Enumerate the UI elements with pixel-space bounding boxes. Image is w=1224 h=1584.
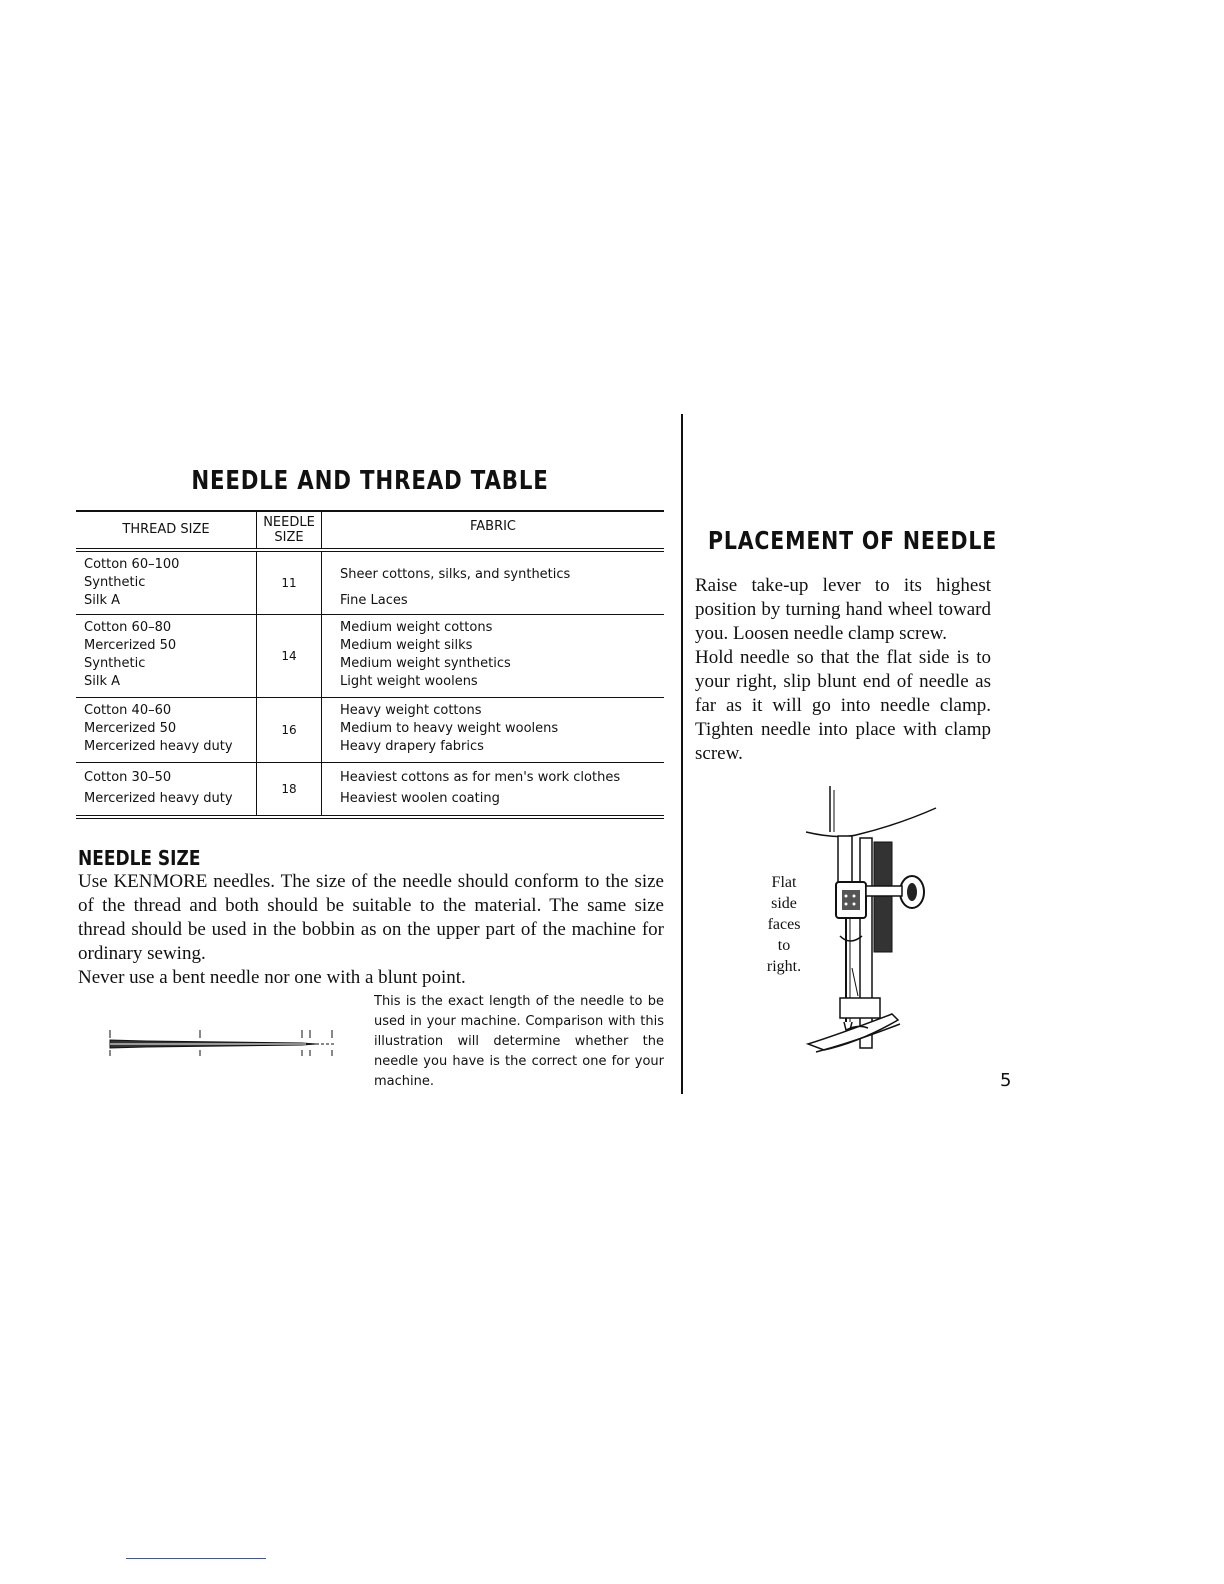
label-line: side xyxy=(771,895,797,912)
needle-illustration xyxy=(106,1026,338,1062)
fabric-cell xyxy=(322,763,664,815)
needle-thread-table-title: NEEDLE AND THREAD TABLE xyxy=(191,466,549,496)
fabric-entry: Medium weight silks xyxy=(340,638,473,653)
fabric-entry: Medium weight cottons xyxy=(340,620,493,635)
footer-rule xyxy=(126,1558,266,1559)
placement-paragraph: Hold needle so that the flat side is to your right, slip blunt end of needle as far as it will go into needle clamp. Tighten needle into place with clamp screw. xyxy=(695,647,991,764)
needle-length-caption: This is the exact length of the needle to be used in your machine. Comparison with this illustration will determine whether the needle you have is the correct one for your machine. xyxy=(374,994,664,1089)
table-row xyxy=(76,698,664,763)
needle-size-heading: NEEDLE SIZE xyxy=(78,846,201,870)
needle-cell: 14 xyxy=(256,615,322,697)
header-fabric: FABRIC xyxy=(469,519,517,534)
fabric-entry: Light weight woolens xyxy=(340,674,478,689)
thread-entry: Mercerized heavy duty xyxy=(84,739,233,754)
fabric-entry: Heaviest cottons as for men's work clothes xyxy=(340,770,621,785)
thread-entry: Silk A xyxy=(84,593,121,608)
label-line: Flat xyxy=(771,874,797,891)
header-thread-size: THREAD SIZE xyxy=(122,522,210,537)
fabric-cell xyxy=(322,698,664,762)
placement-paragraph: Raise take-up lever to its highest position by turning hand wheel toward you. Loosen needle clamp screw. xyxy=(695,575,991,644)
placement-text xyxy=(695,574,991,766)
needle-cell: 16 xyxy=(256,698,322,762)
needle-size-text xyxy=(78,870,664,990)
table-row xyxy=(76,615,664,698)
thread-entry: Synthetic xyxy=(84,575,146,590)
thread-cell xyxy=(76,763,256,815)
needle-size-paragraph: Use KENMORE needles. The size of the needle should conform to the size of the thread and both should be suitable to the material. The same size thread should be used in the bobbin as on the upper part of the machine for ordinary sewing. xyxy=(78,871,664,964)
fabric-entry: Medium weight synthetics xyxy=(340,656,511,671)
needle-cell: 11 xyxy=(256,552,322,614)
placement-heading: PLACEMENT OF NEEDLE xyxy=(708,526,998,555)
column-divider xyxy=(681,414,683,1094)
thread-entry: Mercerized 50 xyxy=(84,638,177,653)
header-needle-size-line1: NEEDLE xyxy=(263,515,315,530)
thread-entry: Mercerized heavy duty xyxy=(84,791,233,806)
fabric-cell xyxy=(322,615,664,697)
table-header-row xyxy=(76,512,664,552)
thread-entry: Synthetic xyxy=(84,656,146,671)
page-number: 5 xyxy=(1000,1070,1012,1091)
table-row xyxy=(76,552,664,615)
label-line: right. xyxy=(766,958,802,975)
needle-clamp-illustration xyxy=(800,786,940,1056)
fabric-entry: Heavy weight cottons xyxy=(340,703,482,718)
fabric-entry: Heaviest woolen coating xyxy=(340,791,500,806)
thread-entry: Cotton 40–60 xyxy=(84,703,172,718)
table-row xyxy=(76,763,664,815)
needle-cell: 18 xyxy=(256,763,322,815)
needle-thread-table xyxy=(76,510,664,819)
fabric-entry: Medium to heavy weight woolens xyxy=(340,721,559,736)
label-line: to xyxy=(777,937,791,954)
fabric-entry: Fine Laces xyxy=(340,593,408,608)
thread-entry: Cotton 60–80 xyxy=(84,620,172,635)
fabric-entry: Sheer cottons, silks, and synthetics xyxy=(340,567,571,582)
needle-size-warning: Never use a bent needle nor one with a blunt point. xyxy=(78,967,466,988)
header-needle-size xyxy=(256,512,322,548)
thread-entry: Silk A xyxy=(84,674,121,689)
label-line: faces xyxy=(767,916,801,933)
thread-cell xyxy=(76,552,256,614)
thread-cell xyxy=(76,698,256,762)
header-needle-size-line2: SIZE xyxy=(274,530,304,545)
fabric-entry: Heavy drapery fabrics xyxy=(340,739,484,754)
thread-entry: Mercerized 50 xyxy=(84,721,177,736)
thread-entry: Cotton 30–50 xyxy=(84,770,172,785)
thread-entry: Cotton 60–100 xyxy=(84,557,180,572)
thread-cell xyxy=(76,615,256,697)
fabric-cell xyxy=(322,552,664,614)
